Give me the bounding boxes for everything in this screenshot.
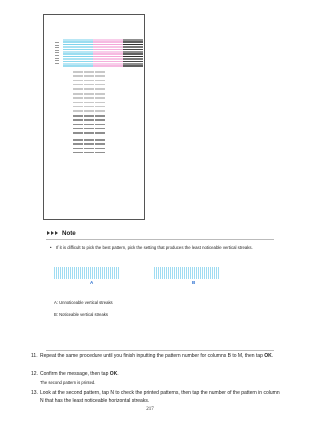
pattern-block — [95, 139, 105, 141]
pattern-block — [95, 97, 105, 99]
pattern-block — [73, 102, 83, 104]
pattern-tick — [55, 45, 59, 46]
pattern-tick — [55, 63, 59, 64]
pattern-block — [73, 75, 83, 77]
pattern-block — [73, 124, 83, 126]
pattern-block — [95, 93, 105, 95]
pattern-block — [83, 39, 93, 68]
pattern-block — [84, 75, 94, 77]
pattern-block — [95, 152, 105, 154]
streak-band-b — [154, 267, 220, 279]
pattern-block — [73, 128, 83, 130]
pattern-tick — [55, 47, 59, 48]
pattern-block — [73, 132, 83, 134]
pattern-tick — [55, 42, 59, 43]
pattern-block — [95, 80, 105, 82]
pattern-block — [73, 93, 83, 95]
pattern-block — [73, 115, 83, 117]
pattern-tick — [55, 58, 59, 59]
step-12 — [31, 371, 280, 379]
pattern-block — [84, 115, 94, 117]
pattern-block — [84, 132, 94, 134]
legend-b: B: Noticeable vertical streaks — [54, 312, 108, 317]
pattern-block — [123, 39, 133, 68]
step-13 — [31, 390, 280, 405]
alignment-pattern-sheet — [43, 14, 145, 220]
pattern-block — [113, 39, 123, 68]
pattern-block — [103, 39, 113, 68]
pattern-block — [95, 132, 105, 134]
pattern-block — [84, 128, 94, 130]
pattern-block — [84, 106, 94, 108]
step-bold: OK — [264, 353, 272, 359]
pattern-block — [73, 80, 83, 82]
pattern-block — [95, 128, 105, 130]
pattern-block — [84, 143, 94, 145]
step-12-subnote: The second pattern is printed. — [40, 380, 96, 385]
pattern-block — [95, 102, 105, 104]
pattern-block — [95, 106, 105, 108]
pattern-block — [73, 39, 83, 68]
pattern-block — [95, 124, 105, 126]
pattern-block — [95, 110, 105, 112]
pattern-block — [133, 39, 143, 68]
pattern-block — [73, 88, 83, 90]
pattern-block — [73, 110, 83, 112]
pattern-block — [63, 39, 73, 68]
note-arrows-icon — [47, 231, 59, 237]
pattern-block — [73, 148, 83, 150]
note-title: Note — [62, 230, 76, 237]
note-bullet — [50, 245, 266, 251]
pattern-block — [84, 88, 94, 90]
pattern-block — [84, 124, 94, 126]
pattern-block — [95, 148, 105, 150]
pattern-block — [95, 84, 105, 86]
pattern-block — [95, 143, 105, 145]
pattern-block — [84, 110, 94, 112]
pattern-block — [73, 71, 83, 73]
note-box — [46, 239, 274, 351]
streak-band-a — [54, 267, 120, 279]
pattern-block — [93, 39, 103, 68]
bullet-dot: • — [50, 245, 52, 250]
step-text: Confirm the message, then tap — [40, 371, 110, 377]
pattern-block — [73, 97, 83, 99]
pattern-block — [95, 88, 105, 90]
step-text: Repeat the same procedure until you finish inputting the pattern number for columns B to M, then tap — [40, 353, 265, 359]
step-11 — [31, 353, 280, 361]
step-tail: . — [271, 353, 274, 359]
pattern-block — [73, 139, 83, 141]
step-number: 12. — [31, 371, 38, 377]
pattern-block — [84, 93, 94, 95]
pattern-block — [84, 148, 94, 150]
pattern-tick — [55, 50, 59, 51]
pattern-block — [73, 106, 83, 108]
pattern-block — [84, 102, 94, 104]
pattern-block — [73, 119, 83, 121]
legend-a: A: Unnoticeable vertical streaks — [54, 300, 113, 305]
pattern-block — [73, 84, 83, 86]
step-number: 13. — [31, 390, 38, 396]
note-heading — [47, 230, 76, 237]
pattern-block — [84, 152, 94, 154]
pattern-block — [84, 80, 94, 82]
step-bold: OK — [109, 371, 118, 377]
page-number: 217 — [146, 407, 154, 412]
pattern-tick — [55, 60, 59, 61]
pattern-block — [95, 119, 105, 121]
pattern-block — [84, 71, 94, 73]
pattern-block — [73, 143, 83, 145]
step-number: 11. — [31, 353, 38, 359]
note-bullet-text: If it is difficult to pick the best pattern, pick the setting that produces the least noticeable vertical streaks. — [56, 245, 253, 250]
step-tail: . — [117, 371, 119, 377]
streak-example-image — [54, 264, 222, 288]
pattern-block — [73, 152, 83, 154]
step-text: Look at the second pattern, tap N to check the printed patterns, then tap the number of the pattern in column N that has the least noticeable horizontal streaks. — [40, 390, 280, 404]
pattern-block — [84, 119, 94, 121]
pattern-block — [95, 115, 105, 117]
pattern-block — [84, 139, 94, 141]
label-b: B — [192, 280, 196, 285]
pattern-block — [84, 97, 94, 99]
pattern-block — [95, 75, 105, 77]
pattern-tick — [55, 55, 59, 56]
pattern-block — [95, 71, 105, 73]
pattern-block — [84, 84, 94, 86]
label-a: A — [90, 280, 94, 285]
pattern-tick — [55, 52, 59, 53]
